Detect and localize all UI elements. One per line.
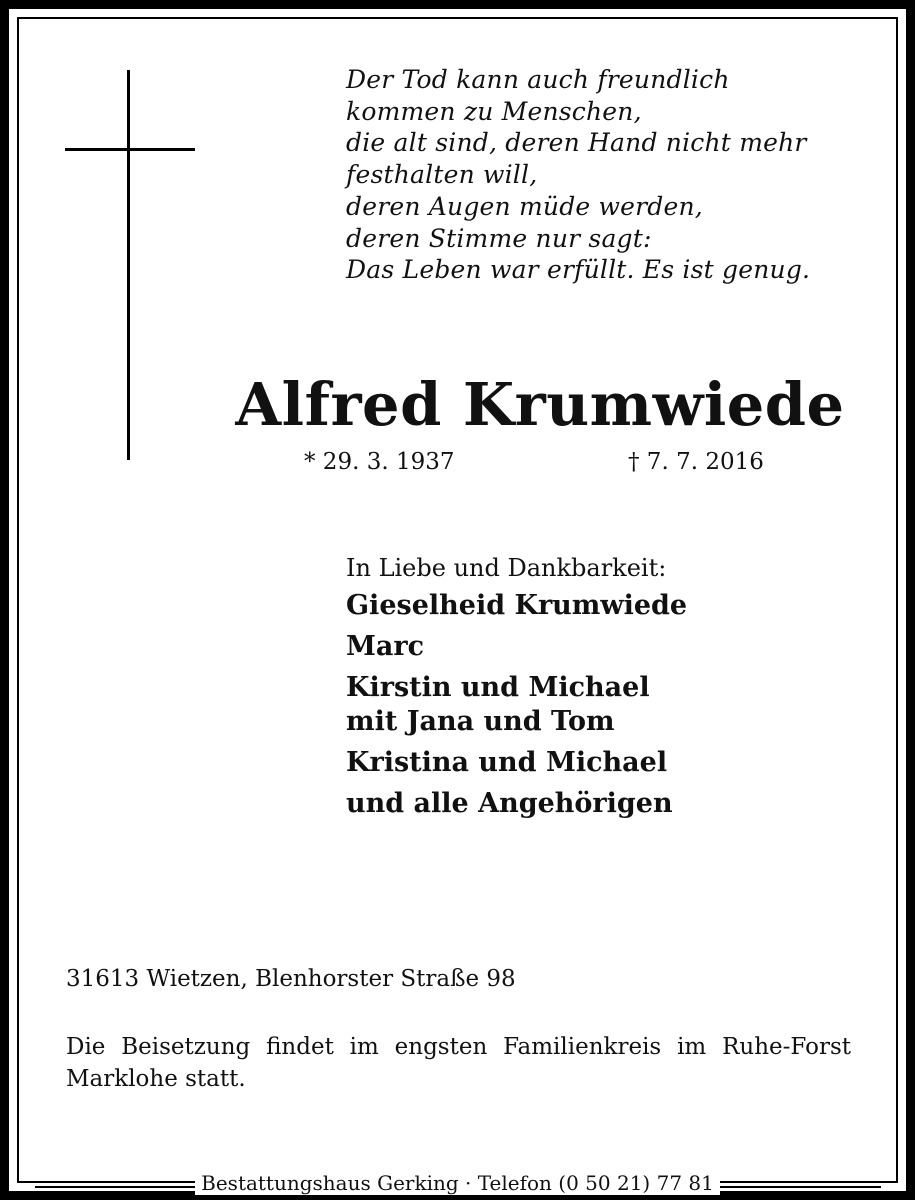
address: 31613 Wietzen, Blenhorster Straße 98 <box>66 966 516 992</box>
poem-line: Das Leben war erfüllt. Es ist genug. <box>346 255 811 285</box>
mourner-name: Marc <box>346 631 425 662</box>
poem-line: die alt sind, deren Hand nicht mehr <box>346 128 807 158</box>
deceased-name: Alfred Krumwiede <box>235 370 845 439</box>
death-date: † 7. 7. 2016 <box>628 449 764 475</box>
mourner-name: mit Jana und Tom <box>346 706 615 737</box>
poem <box>346 64 866 286</box>
cross-icon-bar <box>65 148 195 151</box>
poem-line: Der Tod kann auch freundlich <box>346 65 730 94</box>
mourners-list <box>346 553 866 828</box>
mourner-name: und alle Angehörigen <box>346 788 673 819</box>
mourner-name: Kristina und Michael <box>346 747 668 778</box>
mourner-name: Kirstin und Michael <box>346 672 650 703</box>
funeral-notice: Die Beisetzung findet im engsten Familienkreis im Ruhe-Forst Marklohe statt. <box>66 1034 851 1092</box>
poem-line: kommen zu Menschen, <box>346 96 642 126</box>
mourners-intro: In Liebe und Dankbarkeit: <box>346 554 667 582</box>
mourner-name: Gieselheid Krumwiede <box>346 590 688 621</box>
birth-date: * 29. 3. 1937 <box>304 449 455 475</box>
poem-line: deren Stimme nur sagt: <box>346 223 652 253</box>
footer <box>0 1171 915 1195</box>
poem-line: festhalten will, <box>346 160 538 190</box>
footer-text: Bestattungshaus Gerking · Telefon (0 50 21) 77 81 <box>195 1171 720 1195</box>
poem-line: deren Augen müde werden, <box>346 191 703 221</box>
